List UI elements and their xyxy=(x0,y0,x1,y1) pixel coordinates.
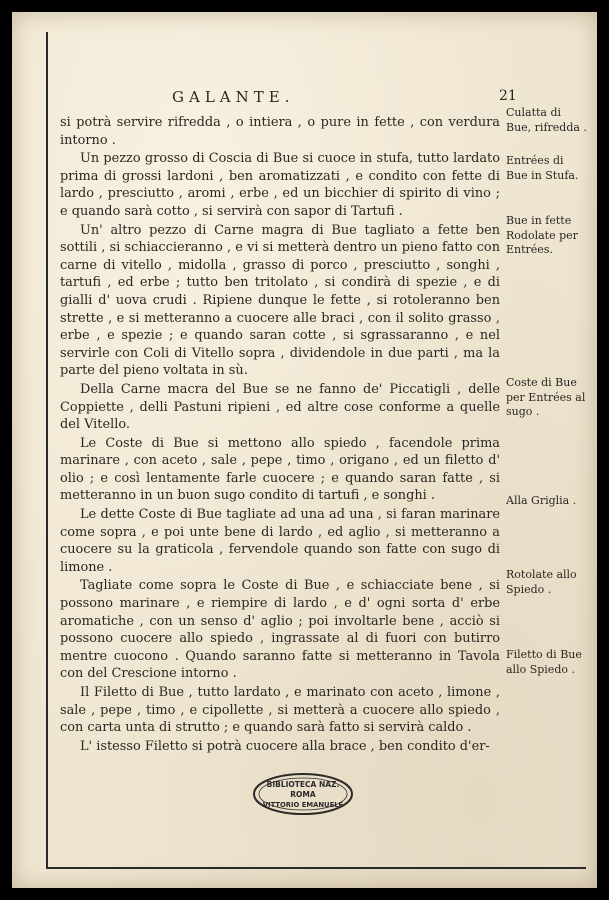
paragraph-3: Un' altro pezzo di Carne magra di Bue tagliato a fette ben sottili , si schiaccieranno , e vi si metterà dentro un pieno fatto con carne di vitello , midolla , grasso di porco , presciutto , songhi , tartufi , ed erbe ; tutto ben tritolato , si condirà di spezie , e di gialli d' uova crudi . Ripiene dunque le fette , si rotoleranno ben strette , e si metteranno a cuocere alle braci , con il solito grasso , erbe , e spezie ; e quando saran cotte , si sgrassaranno , e nel servirle con Coli di Vitello sopra , dividendole in due parti , ma la parte del pieno voltata in sù. xyxy=(60,222,500,379)
main-text xyxy=(60,114,500,756)
paragraph-8: Il Filetto di Bue , tutto lardato , e marinato con aceto , limone , sale , pepe , timo , e cipollette , si metterà a cuocere allo spiedo , con carta unta di strutto ; e quando sarà fatto si servirà caldo . xyxy=(60,685,500,736)
stamp-line-2: ROMA xyxy=(290,790,316,799)
bottom-border-rule xyxy=(46,867,586,869)
paragraph-2: Un pezzo grosso di Coscia di Bue si cuoce in stufa, tutto lardato prima di grossi lardoni , ben aromatizzati , e condito con fette di lardo , presciutto , aromi , erbe , ed un bicchier di spirito di vino ; e quando sarà cotto , si servirà con sapor di Tartufi . xyxy=(60,151,500,219)
margin-note-griglia: Alla Griglia . xyxy=(506,494,577,507)
library-stamp-graphic xyxy=(252,772,354,816)
left-border-rule xyxy=(46,32,48,868)
page-number: 21 xyxy=(499,88,517,104)
margin-note-culatta: Culatta di Bue, rifredda . xyxy=(506,106,587,134)
margin-note-filetto: Filetto di Bue allo Spiedo . xyxy=(506,648,582,676)
paragraph-6: Le dette Coste di Bue tagliate ad una ad una , si faran marinare come sopra , e poi unte bene di lardo , ed aglio , si metteranno a cuocere su la graticola , fervendole quando son fatte con sugo di limone . xyxy=(60,507,500,575)
paragraph-9: L' istesso Filetto si potrà cuocere alla brace , ben condito d'er- xyxy=(80,738,490,754)
paragraph-5: Le Coste di Bue si mettono allo spiedo , facendole prima marinare , con aceto , sale , pepe , timo , origano , ed un filetto d' olio ; e così lentamente farle cuocere ; e quando saran fatte , si metteranno in un buon sugo condito di tartufi , e songhi . xyxy=(60,435,500,504)
margin-note-fette-rodolate: Bue in fette Rodolate per Entrées. xyxy=(506,214,578,256)
book-page xyxy=(12,12,597,888)
stamp-line-1: BIBLIOTECA NAZ. xyxy=(266,780,340,789)
margin-note-entrees-stufa: Entrées di Bue in Stufa. xyxy=(506,154,579,182)
paragraph-7: Tagliate come sopra le Coste di Bue , e schiacciate bene , si possono marinare , e riempire di lardo , e d' ogni sorta d' erbe aromatiche , con un senso d' aglio ; poi involtarle bene , acciò si possono cuocere allo spiedo , ingrassate al di fuori con butirro mentre cuocono . Quando saranno fatte si metteranno in Tavola con del Crescione intorno . xyxy=(60,578,500,682)
margin-note-coste-sugo: Coste di Bue per Entrées al sugo . xyxy=(506,376,586,418)
paragraph-4: Della Carne macra del Bue se ne fanno de' Piccatigli , delle Coppiette , delli Pastuni ripieni , ed altre cose conforme a quelle del Vitello. xyxy=(60,381,500,433)
margin-note-rotolate: Rotolate allo Spiedo . xyxy=(506,568,577,596)
stamp-line-3: VITTORIO EMANUELE xyxy=(262,801,344,809)
library-stamp xyxy=(252,772,354,816)
running-title: GALANTE. xyxy=(172,88,295,106)
paragraph-1: si potrà servire rifredda , o intiera , o pure in fette , con verdura intorno . xyxy=(60,115,500,148)
